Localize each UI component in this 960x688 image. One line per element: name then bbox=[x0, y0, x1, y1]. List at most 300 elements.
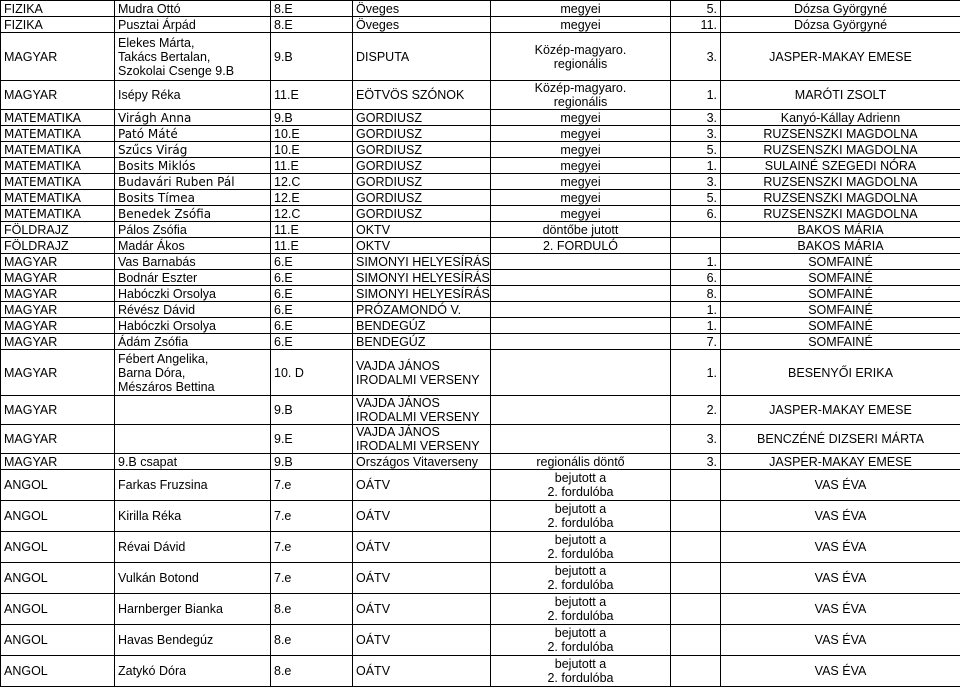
level-cell bbox=[491, 158, 671, 174]
student-name-line: Takács Bertalan, bbox=[118, 49, 211, 64]
competition-cell bbox=[353, 222, 491, 238]
competition-text: OKTV bbox=[356, 222, 391, 237]
student-name-text: Szűcs Virág bbox=[118, 142, 188, 157]
competition-text: SIMONYI HELYESÍRÁS bbox=[356, 254, 490, 269]
subject-cell bbox=[1, 302, 115, 318]
student-name-text: Madár Ákos bbox=[118, 238, 185, 253]
class-cell bbox=[271, 238, 353, 254]
teacher-text: SOMFAINÉ bbox=[808, 254, 873, 269]
subject-cell bbox=[1, 470, 115, 501]
student-name-cell bbox=[115, 302, 271, 318]
class-cell bbox=[271, 142, 353, 158]
place-text: 5. bbox=[706, 142, 717, 157]
level-text: döntőbe jutott bbox=[542, 222, 619, 237]
level-cell bbox=[491, 318, 671, 334]
subject-cell bbox=[1, 110, 115, 126]
teacher-cell bbox=[721, 190, 960, 206]
student-name-line: Elekes Márta, bbox=[118, 35, 195, 50]
class-text: 8.e bbox=[274, 602, 292, 616]
class-text: 7.e bbox=[274, 571, 292, 585]
student-name-cell bbox=[115, 1, 271, 17]
table-row bbox=[1, 206, 960, 222]
competition-text: SIMONYI HELYESÍRÁS bbox=[356, 270, 490, 285]
student-name-text: Bodnár Eszter bbox=[118, 270, 198, 285]
subject-text: FÖLDRAJZ bbox=[4, 222, 69, 237]
competition-cell bbox=[353, 126, 491, 142]
competition-cell bbox=[353, 532, 491, 563]
table-row bbox=[1, 81, 960, 110]
competition-text: Öveges bbox=[356, 1, 400, 16]
level-cell bbox=[491, 302, 671, 318]
student-name-cell bbox=[115, 174, 271, 190]
teacher-cell bbox=[721, 17, 960, 33]
teacher-text: VAS ÉVA bbox=[814, 602, 867, 616]
class-cell bbox=[271, 286, 353, 302]
place-cell bbox=[671, 33, 721, 81]
student-name-text: Kirilla Réka bbox=[118, 509, 182, 523]
competition-line: IRODALMI VERSENY bbox=[356, 372, 480, 387]
level-text: megyei bbox=[560, 158, 601, 173]
class-cell bbox=[271, 425, 353, 454]
subject-text: FÖLDRAJZ bbox=[4, 238, 69, 253]
table-row bbox=[1, 350, 960, 396]
level-line: bejutott a bbox=[554, 657, 607, 671]
competition-text: BENDEGÚZ bbox=[356, 318, 426, 333]
competition-cell bbox=[353, 254, 491, 270]
table-row bbox=[1, 174, 960, 190]
class-text: 9.E bbox=[274, 432, 293, 446]
class-cell bbox=[271, 17, 353, 33]
student-name-text: Habóczki Orsolya bbox=[118, 318, 216, 333]
place-text: 3. bbox=[706, 110, 717, 125]
place-cell bbox=[671, 532, 721, 563]
student-name-line: Szokolai Csenge 9.B bbox=[118, 63, 235, 78]
class-cell bbox=[271, 501, 353, 532]
subject-text: MATEMATIKA bbox=[4, 126, 81, 141]
table-row bbox=[1, 396, 960, 425]
level-text: 2. FORDULÓ bbox=[542, 238, 618, 253]
subject-cell bbox=[1, 286, 115, 302]
subject-text: MAGYAR bbox=[4, 334, 58, 349]
competition-cell bbox=[353, 594, 491, 625]
competition-cell bbox=[353, 454, 491, 470]
table-row bbox=[1, 454, 960, 470]
table-row bbox=[1, 286, 960, 302]
subject-cell bbox=[1, 222, 115, 238]
subject-cell bbox=[1, 81, 115, 110]
subject-text: MATEMATIKA bbox=[4, 174, 81, 189]
student-name-text: Benedek Zsófia bbox=[118, 206, 212, 221]
place-cell bbox=[671, 270, 721, 286]
competition-text: SIMONYI HELYESÍRÁS bbox=[356, 286, 490, 301]
student-name-text: 9.B csapat bbox=[118, 454, 178, 469]
table-row bbox=[1, 656, 960, 687]
teacher-text: BAKOS MÁRIA bbox=[797, 222, 884, 237]
subject-text: MAGYAR bbox=[4, 286, 58, 301]
class-cell bbox=[271, 174, 353, 190]
table-row bbox=[1, 470, 960, 501]
competition-line: VAJDA JÁNOS bbox=[356, 396, 440, 410]
subject-text: ANGOL bbox=[4, 509, 48, 523]
level-cell bbox=[491, 190, 671, 206]
teacher-text: RUZSENSZKI MAGDOLNA bbox=[763, 206, 918, 221]
class-text: 6.E bbox=[274, 334, 293, 349]
competition-text: DISPUTA bbox=[356, 49, 410, 64]
class-cell bbox=[271, 350, 353, 396]
competition-cell bbox=[353, 142, 491, 158]
place-cell bbox=[671, 158, 721, 174]
subject-cell bbox=[1, 501, 115, 532]
teacher-text: VAS ÉVA bbox=[814, 571, 867, 585]
table-row bbox=[1, 222, 960, 238]
student-name-cell bbox=[115, 286, 271, 302]
class-text: 7.e bbox=[274, 509, 292, 523]
competition-cell bbox=[353, 656, 491, 687]
class-text: 9.B bbox=[274, 454, 293, 469]
competition-text: EÖTVÖS SZÓNOK bbox=[356, 88, 465, 102]
class-text: 10.E bbox=[274, 142, 300, 157]
student-name-cell bbox=[115, 396, 271, 425]
competition-cell bbox=[353, 318, 491, 334]
level-cell bbox=[491, 454, 671, 470]
place-cell bbox=[671, 1, 721, 17]
teacher-cell bbox=[721, 501, 960, 532]
place-cell bbox=[671, 594, 721, 625]
subject-text: MAGYAR bbox=[4, 302, 58, 317]
place-text: 1. bbox=[706, 365, 717, 380]
class-text: 11.E bbox=[274, 88, 299, 102]
class-text: 6.E bbox=[274, 270, 293, 285]
level-cell bbox=[491, 270, 671, 286]
competition-text: GORDIUSZ bbox=[356, 206, 422, 221]
place-cell bbox=[671, 110, 721, 126]
level-text: regionális döntő bbox=[536, 454, 625, 469]
competition-cell bbox=[353, 425, 491, 454]
competition-cell bbox=[353, 81, 491, 110]
teacher-text: Kanyó-Kállay Adrienn bbox=[780, 110, 901, 125]
teacher-cell bbox=[721, 350, 960, 396]
place-text: 1. bbox=[706, 318, 717, 333]
student-name-cell bbox=[115, 33, 271, 81]
place-text: 5. bbox=[706, 1, 717, 16]
subject-text: MAGYAR bbox=[4, 49, 58, 64]
level-text: megyei bbox=[560, 110, 601, 125]
subject-cell bbox=[1, 318, 115, 334]
teacher-cell bbox=[721, 206, 960, 222]
class-cell bbox=[271, 190, 353, 206]
competition-cell bbox=[353, 563, 491, 594]
subject-cell bbox=[1, 656, 115, 687]
subject-cell bbox=[1, 206, 115, 222]
class-cell bbox=[271, 33, 353, 81]
table-row bbox=[1, 334, 960, 350]
competition-text: OÁTV bbox=[356, 509, 391, 523]
table-row bbox=[1, 238, 960, 254]
competition-cell bbox=[353, 286, 491, 302]
class-cell bbox=[271, 656, 353, 687]
place-text: 7. bbox=[706, 334, 717, 349]
teacher-cell bbox=[721, 158, 960, 174]
competition-text: BENDEGÚZ bbox=[356, 334, 426, 349]
competition-text: OÁTV bbox=[356, 602, 391, 616]
place-cell bbox=[671, 563, 721, 594]
subject-text: MAGYAR bbox=[4, 270, 58, 285]
level-cell bbox=[491, 286, 671, 302]
subject-cell bbox=[1, 33, 115, 81]
place-text: 3. bbox=[706, 126, 717, 141]
place-cell bbox=[671, 206, 721, 222]
level-cell bbox=[491, 174, 671, 190]
competition-cell bbox=[353, 238, 491, 254]
teacher-text: VAS ÉVA bbox=[814, 633, 867, 647]
subject-cell bbox=[1, 17, 115, 33]
teacher-cell bbox=[721, 425, 960, 454]
teacher-text: SOMFAINÉ bbox=[808, 270, 873, 285]
place-cell bbox=[671, 625, 721, 656]
class-text: 12.C bbox=[274, 174, 301, 189]
student-name-cell bbox=[115, 126, 271, 142]
level-cell bbox=[491, 501, 671, 532]
level-cell bbox=[491, 238, 671, 254]
subject-text: ANGOL bbox=[4, 571, 48, 585]
place-cell bbox=[671, 174, 721, 190]
subject-text: MATEMATIKA bbox=[4, 158, 81, 173]
table-row bbox=[1, 33, 960, 81]
class-text: 8.e bbox=[274, 633, 292, 647]
competition-cell bbox=[353, 206, 491, 222]
place-cell bbox=[671, 302, 721, 318]
teacher-text: SOMFAINÉ bbox=[808, 334, 873, 349]
place-cell bbox=[671, 318, 721, 334]
level-line: bejutott a bbox=[554, 626, 607, 640]
subject-text: MAGYAR bbox=[4, 432, 58, 446]
class-cell bbox=[271, 302, 353, 318]
teacher-cell bbox=[721, 656, 960, 687]
class-cell bbox=[271, 396, 353, 425]
competition-text: GORDIUSZ bbox=[356, 142, 422, 157]
student-name-line: Fébert Angelika, bbox=[118, 351, 209, 366]
subject-cell bbox=[1, 350, 115, 396]
subject-text: FIZIKA bbox=[4, 17, 43, 32]
level-cell bbox=[491, 142, 671, 158]
level-line: 2. fordulóba bbox=[547, 485, 614, 499]
subject-cell bbox=[1, 334, 115, 350]
competition-cell bbox=[353, 110, 491, 126]
teacher-cell bbox=[721, 33, 960, 81]
place-cell bbox=[671, 656, 721, 687]
student-name-cell bbox=[115, 206, 271, 222]
subject-cell bbox=[1, 1, 115, 17]
competition-text: GORDIUSZ bbox=[356, 110, 422, 125]
class-cell bbox=[271, 81, 353, 110]
subject-cell bbox=[1, 254, 115, 270]
competition-cell bbox=[353, 158, 491, 174]
student-name-cell bbox=[115, 563, 271, 594]
teacher-cell bbox=[721, 110, 960, 126]
place-cell bbox=[671, 190, 721, 206]
class-text: 8.E bbox=[274, 17, 293, 32]
place-text: 11. bbox=[700, 17, 717, 32]
level-line: bejutott a bbox=[554, 564, 607, 578]
competition-cell bbox=[353, 1, 491, 17]
class-text: 6.E bbox=[274, 302, 293, 317]
teacher-cell bbox=[721, 302, 960, 318]
table-row bbox=[1, 17, 960, 33]
level-text: megyei bbox=[560, 126, 601, 141]
level-cell bbox=[491, 33, 671, 81]
level-line: bejutott a bbox=[554, 471, 607, 485]
place-text: 1. bbox=[706, 302, 717, 317]
teacher-cell bbox=[721, 334, 960, 350]
place-cell bbox=[671, 81, 721, 110]
table-row bbox=[1, 532, 960, 563]
teacher-cell bbox=[721, 238, 960, 254]
teacher-text: SOMFAINÉ bbox=[808, 302, 873, 317]
place-text: 1. bbox=[706, 88, 717, 102]
competition-line: VAJDA JÁNOS bbox=[356, 425, 440, 439]
competition-text: OÁTV bbox=[356, 571, 391, 585]
competition-cell bbox=[353, 396, 491, 425]
level-cell bbox=[491, 350, 671, 396]
class-text: 9.B bbox=[274, 403, 293, 417]
student-name-line: Mészáros Bettina bbox=[118, 379, 215, 394]
class-cell bbox=[271, 318, 353, 334]
teacher-cell bbox=[721, 1, 960, 17]
table-row bbox=[1, 126, 960, 142]
student-name-cell bbox=[115, 501, 271, 532]
teacher-text: VAS ÉVA bbox=[814, 540, 867, 554]
level-line: 2. fordulóba bbox=[547, 671, 614, 685]
teacher-text: VAS ÉVA bbox=[814, 478, 867, 492]
table-row bbox=[1, 425, 960, 454]
student-name-text: Harnberger Bianka bbox=[118, 602, 223, 616]
place-cell bbox=[671, 254, 721, 270]
level-line: 2. fordulóba bbox=[547, 640, 614, 654]
student-name-text: Habóczki Orsolya bbox=[118, 286, 216, 301]
teacher-cell bbox=[721, 318, 960, 334]
place-text: 5. bbox=[706, 190, 717, 205]
subject-text: MAGYAR bbox=[4, 365, 58, 380]
subject-text: MATEMATIKA bbox=[4, 206, 81, 221]
teacher-cell bbox=[721, 142, 960, 158]
class-text: 7.e bbox=[274, 540, 292, 554]
teacher-text: MARÓTI ZSOLT bbox=[794, 88, 887, 102]
teacher-cell bbox=[721, 222, 960, 238]
place-cell bbox=[671, 396, 721, 425]
class-cell bbox=[271, 1, 353, 17]
competition-text: GORDIUSZ bbox=[356, 190, 422, 205]
table-row bbox=[1, 302, 960, 318]
level-line: bejutott a bbox=[554, 502, 607, 516]
teacher-cell bbox=[721, 126, 960, 142]
teacher-cell bbox=[721, 254, 960, 270]
subject-text: ANGOL bbox=[4, 540, 48, 554]
class-cell bbox=[271, 532, 353, 563]
table-row bbox=[1, 318, 960, 334]
teacher-text: Dózsa Györgyné bbox=[793, 1, 888, 16]
student-name-cell bbox=[115, 656, 271, 687]
class-cell bbox=[271, 222, 353, 238]
place-cell bbox=[671, 142, 721, 158]
student-name-text: Pató Máté bbox=[118, 126, 178, 141]
subject-text: ANGOL bbox=[4, 633, 48, 647]
level-line: regionális bbox=[553, 56, 608, 71]
competition-text: GORDIUSZ bbox=[356, 158, 422, 173]
student-name-text: Vas Barnabás bbox=[118, 254, 196, 269]
table-row bbox=[1, 501, 960, 532]
teacher-text: RUZSENSZKI MAGDOLNA bbox=[763, 142, 918, 157]
student-name-text: Bosits Tímea bbox=[118, 190, 196, 205]
subject-text: MAGYAR bbox=[4, 454, 58, 469]
place-cell bbox=[671, 470, 721, 501]
student-name-cell bbox=[115, 190, 271, 206]
place-text: 6. bbox=[706, 270, 717, 285]
place-text: 8. bbox=[706, 286, 717, 301]
competition-text: OÁTV bbox=[356, 478, 391, 492]
level-cell bbox=[491, 396, 671, 425]
competition-cell bbox=[353, 501, 491, 532]
class-cell bbox=[271, 625, 353, 656]
class-text: 12.E bbox=[274, 190, 300, 205]
table-row bbox=[1, 563, 960, 594]
level-cell bbox=[491, 625, 671, 656]
level-line: bejutott a bbox=[554, 533, 607, 547]
class-text: 11.E bbox=[274, 238, 299, 253]
teacher-cell bbox=[721, 594, 960, 625]
student-name-cell bbox=[115, 625, 271, 656]
subject-text: MAGYAR bbox=[4, 318, 58, 333]
competition-cell bbox=[353, 334, 491, 350]
place-cell bbox=[671, 350, 721, 396]
teacher-cell bbox=[721, 625, 960, 656]
competition-cell bbox=[353, 174, 491, 190]
student-name-cell bbox=[115, 334, 271, 350]
student-name-cell bbox=[115, 238, 271, 254]
competition-text: OÁTV bbox=[356, 664, 391, 678]
place-cell bbox=[671, 238, 721, 254]
level-cell bbox=[491, 81, 671, 110]
place-text: 1. bbox=[706, 254, 717, 269]
student-name-text: Budavári Ruben Pál bbox=[118, 174, 235, 189]
class-text: 9.B bbox=[274, 110, 293, 125]
place-cell bbox=[671, 222, 721, 238]
student-name-cell bbox=[115, 318, 271, 334]
teacher-text: JASPER-MAKAY EMESE bbox=[769, 454, 912, 469]
class-cell bbox=[271, 594, 353, 625]
level-line: bejutott a bbox=[554, 595, 607, 609]
table-row bbox=[1, 158, 960, 174]
teacher-cell bbox=[721, 470, 960, 501]
subject-cell bbox=[1, 454, 115, 470]
student-name-cell bbox=[115, 158, 271, 174]
subject-text: MATEMATIKA bbox=[4, 142, 81, 157]
subject-cell bbox=[1, 594, 115, 625]
teacher-cell bbox=[721, 532, 960, 563]
subject-text: MATEMATIKA bbox=[4, 110, 81, 125]
teacher-text: VAS ÉVA bbox=[814, 664, 867, 678]
teacher-cell bbox=[721, 81, 960, 110]
subject-text: MAGYAR bbox=[4, 88, 58, 102]
student-name-text: Pusztai Árpád bbox=[118, 17, 196, 32]
student-name-cell bbox=[115, 594, 271, 625]
class-text: 11.E bbox=[274, 222, 299, 237]
student-name-cell bbox=[115, 454, 271, 470]
subject-text: ANGOL bbox=[4, 602, 48, 616]
teacher-text: VAS ÉVA bbox=[814, 509, 867, 523]
class-text: 10.E bbox=[274, 126, 300, 141]
subject-text: MAGYAR bbox=[4, 403, 58, 417]
class-text: 12.C bbox=[274, 206, 301, 221]
